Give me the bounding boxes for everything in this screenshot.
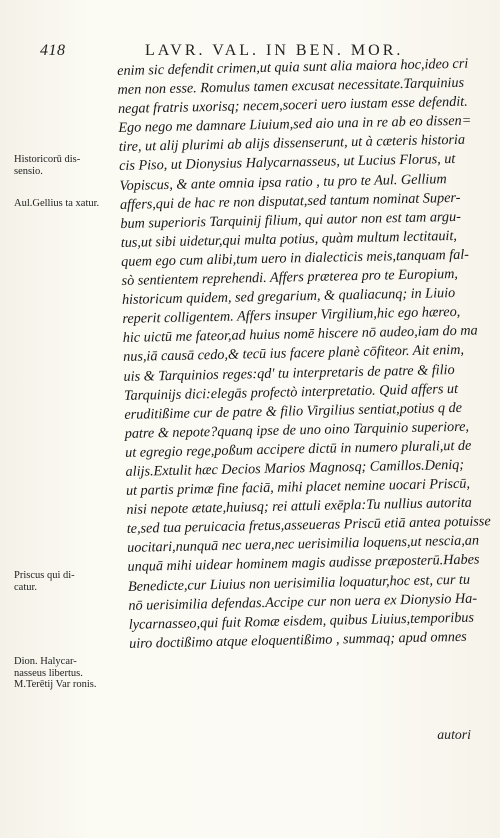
text-line: ut partis primæ fine faciā, mihi placet nemine uocari Priscū, xyxy=(125,475,471,499)
text-line: patre & nepote?quanq ipse de uno oino Tarquinio superiore, xyxy=(124,418,470,442)
text-line: ut egregio rege,poßum accipere dictū in numero plurali,ut de xyxy=(125,437,472,461)
running-head: LAVR. VAL. IN BEN. MOR. xyxy=(145,42,404,59)
text-line: unquā mihi uidear hominem magis audisse præposterū.Habes xyxy=(127,551,480,576)
text-line: uis & Tarquinios reges:qd' tu interpretaris de patre & filio xyxy=(123,361,455,385)
marginal-note-historicorum: Historicorū dis- sensio. xyxy=(14,154,81,177)
text-line: uiro doctißimo atque eloquentißimo , summaq; apud omnes xyxy=(129,628,467,652)
text-line: cis Piso, ut Dionysius Halycarnasseus, ut Lucius Florus, ut xyxy=(119,151,456,175)
marginal-note-gellius: Aul.Gellius ta xatur. xyxy=(14,198,100,209)
text-line: quem ego cum alibi,tum uero in dialecticis meis,tanquam fal- xyxy=(121,246,470,270)
text-line: reperit colligentem. Affers insuper Virgilium,hic ego hæreo, xyxy=(122,304,461,328)
marginal-note-priscus: Priscus qui di- catur. xyxy=(14,570,75,593)
text-line: Ego nego me damnare Liuium,sed aio una in re ab eo dissen= xyxy=(118,112,472,137)
text-line: nō uerisimilia defendas.Accipe cur non uera ex Dionysio Ha- xyxy=(128,590,478,614)
catchword: autori xyxy=(437,727,471,742)
text-line: Tarquinijs dici:elegās profectò interpretatio. Quid affers ut xyxy=(123,380,459,404)
text-line: sò sentientem reprehendi. Affers præterea pro te Europium, xyxy=(121,265,459,289)
text-line: te,sed tua peruicacia fretus,asseueras Priscū etiā antea potuisse xyxy=(126,513,491,538)
text-line: negat fratris uxorisq; necem,soceri uero iustam esse defendit. xyxy=(117,93,468,118)
text-line: lycarnasseo,qui fuit Romæ eisdem, quibus Liuius,temporibus xyxy=(128,609,475,633)
text-line: alijs.Extulit hæc Decios Marios Magnosq; Camillos.Deniq; xyxy=(125,456,465,480)
text-line: tus,ut sibi uidetur,qui multa potius, quàm multum lectitauit, xyxy=(120,227,458,251)
text-line: affers,qui de hac re non disputat,sed tantum nominat Super- xyxy=(119,189,461,213)
text-line: tire, ut alij plurimi ab alijs dissenserunt, ut à cæteris historia xyxy=(118,132,466,156)
text-line: Benedicte,cur Liuius non uerisimilia loquatur,hoc est, cur tu xyxy=(127,571,471,595)
marginal-note-dionysius: Dion. Halycar- nasseus libertus. M.Terētij Var ronis. xyxy=(14,656,97,690)
text-line: bum superioris Tarquinij filium, qui autor non est tam argu- xyxy=(120,208,462,232)
text-line: uocitari,nunquā nec uera,nec uerisimilia loquens,ut nescia,an xyxy=(127,532,480,557)
text-line: nus,iā causā cedo,& tecū ius facere planè cōfiteor. Ait enim, xyxy=(123,342,465,366)
main-text xyxy=(117,54,489,653)
text-line: men non esse. Romulus tamen excusat necessitate.Tarquinius xyxy=(117,74,465,99)
page-number: 418 xyxy=(40,42,66,59)
text-line: enim sic defendit crimen,ut quia sunt alia maiora hoc,ideo cri xyxy=(117,55,469,79)
text-line: historicum quidem, sed gregarium, & qualiacunq; in Liuio xyxy=(121,285,456,309)
text-line: eruditißime cur de patre & filio Virgilius sentiat,potius q de xyxy=(124,399,463,423)
text-line: nisi nepote ætate,huiusq; rei attuli exēpla:Tu nullius autorita xyxy=(126,494,472,519)
text-line: hic uictū me fateor,ad huius nomē hiscere nō audeo,iam do ma xyxy=(122,322,478,347)
text-line: Vopiscus, & ante omnia ipsa ratio , tu pro te Aul. Gellium xyxy=(119,170,447,194)
